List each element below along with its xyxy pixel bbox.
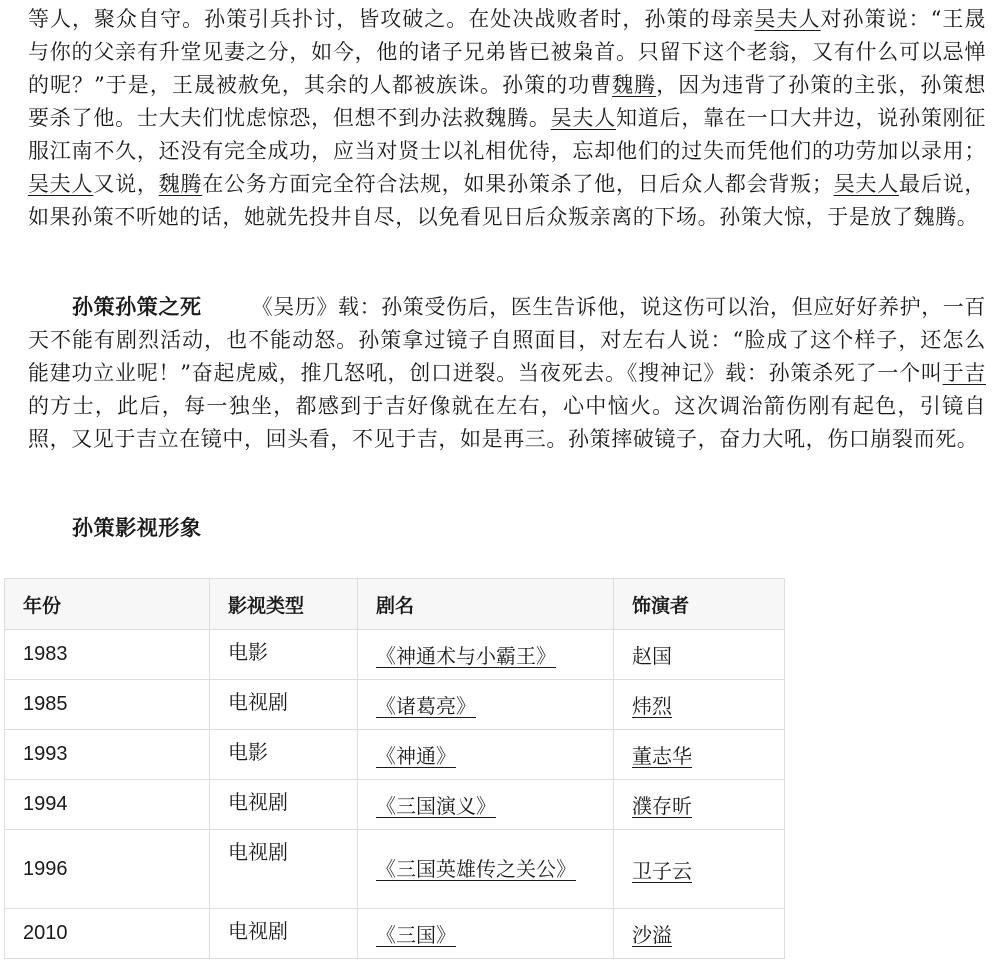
text-segment: 知道后，靠在一口大井边，说孙策刚征服江南不久，还没有完全成功，应当对贤士以礼相优待，忘却他们的过失而凭他们的功劳加以录用； (28, 106, 987, 163)
cell-actor (614, 780, 785, 830)
title-open: 《 (376, 923, 396, 947)
title-close: 》 (476, 794, 496, 818)
cell-title (358, 909, 614, 959)
table-header-row (5, 579, 785, 630)
cell-actor (614, 830, 785, 909)
title-open: 《 (376, 694, 396, 718)
title-link[interactable] (376, 923, 456, 947)
header-actor: 饰演者 (614, 579, 785, 630)
cell-year: 1993 (5, 730, 210, 780)
title-link[interactable] (376, 794, 496, 818)
cell-title (358, 630, 614, 680)
title-text: 神通术与小霸王 (396, 644, 536, 668)
title-close: 》 (436, 923, 456, 947)
title-open: 《 (376, 794, 396, 818)
table-row (5, 730, 785, 780)
title-close: 》 (456, 694, 476, 718)
cell-year: 1994 (5, 780, 210, 830)
cell-actor (614, 730, 785, 780)
subsection-title: 孙策孙策之死 (72, 294, 202, 319)
link-wei-teng[interactable]: 魏腾 (158, 172, 203, 196)
header-title: 剧名 (358, 579, 614, 630)
film-roles-table (4, 578, 785, 959)
table-row (5, 680, 785, 730)
actor-link[interactable]: 炜烈 (632, 694, 672, 718)
title-text: 三国英雄传之关公 (396, 857, 556, 881)
text-segment: 在公务方面完全符合法规，如果孙策杀了他，日后众人都会背叛； (202, 172, 834, 196)
cell-year: 2010 (5, 909, 210, 959)
title-link[interactable] (376, 744, 456, 768)
cell-year: 1985 (5, 680, 210, 730)
cell-title (358, 830, 614, 909)
cell-type: 电影 (210, 630, 358, 680)
table-row (5, 780, 785, 830)
text-segment: 等人，聚众自守。孙策引兵扑讨，皆攻破之。在处决战败者时，孙策的母亲 (28, 7, 755, 31)
title-close: 》 (556, 857, 576, 881)
title-link[interactable] (376, 857, 576, 881)
cell-title (358, 780, 614, 830)
header-year: 年份 (5, 579, 210, 630)
cell-type: 电视剧 (210, 780, 358, 830)
text-segment: 又说， (93, 172, 159, 196)
cell-type: 电视剧 (210, 680, 358, 730)
title-open: 《 (376, 744, 396, 768)
cell-title (358, 730, 614, 780)
text-segment: 《吴历》载：孙策受伤后，医生告诉他，说这伤可以治，但应好好养护，一百天不能有剧烈活动，也不能动怒。孙策拿过镜子自照面目，对左右人说：“脸成了这个样子，还怎么能建功立业呢！”奋起虎威，推几怒吼，创口迸裂。当夜死去。《搜神记》载：孙策杀死了一个叫 (28, 295, 987, 385)
section-heading: 孙策影视形象 (72, 515, 202, 540)
text-segment: 最后说，如果孙策不听她的话，她就先投井自尽，以免看见日后众叛亲离的下场。孙策大惊，于是放了魏腾。 (28, 172, 986, 229)
link-wu-furen[interactable]: 吴夫人 (28, 172, 94, 196)
actor-link[interactable]: 卫子云 (632, 858, 692, 883)
cell-type: 电视剧 (210, 830, 358, 909)
link-yu-ji[interactable]: 于吉 (942, 361, 986, 385)
text-segment: ，因为违背了孙策的主张，孙策想要杀了他。士大夫们忧虑惊恐，但想不到办法救魏腾。 (28, 73, 987, 130)
title-close: 》 (536, 644, 556, 668)
cell-title (358, 680, 614, 730)
paragraph-death (28, 290, 986, 456)
title-text: 神通 (396, 744, 436, 768)
table-row (5, 830, 785, 909)
title-open: 《 (376, 644, 396, 668)
actor-link[interactable]: 沙溢 (632, 923, 672, 947)
actor-link[interactable]: 董志华 (632, 744, 692, 768)
link-wei-teng[interactable]: 魏腾 (612, 73, 657, 97)
cell-type: 电视剧 (210, 909, 358, 959)
text-segment: 对孙策说：“王晟与你的父亲有升堂见妻之分，如今，他的诸子兄弟皆已被枭首。只留下这个老翁，又有什么可以忌惮的呢？”于是，王晟被赦免，其余的人都被族诛。孙策的功曹 (28, 7, 986, 97)
title-close: 》 (436, 744, 456, 768)
cell-actor (614, 680, 785, 730)
cell-year: 1996 (5, 830, 210, 909)
cell-actor (614, 909, 785, 959)
title-open: 《 (376, 857, 396, 881)
header-type: 影视类型 (210, 579, 358, 630)
link-wu-furen[interactable]: 吴夫人 (833, 172, 900, 196)
table-row (5, 909, 785, 959)
paragraph-wu-lady (28, 3, 986, 234)
table-row (5, 630, 785, 680)
title-text: 三国 (396, 923, 436, 947)
link-wu-furen[interactable]: 吴夫人 (754, 7, 821, 31)
cell-year: 1983 (5, 630, 210, 680)
title-link[interactable] (376, 644, 556, 668)
actor-link[interactable]: 濮存昕 (632, 794, 692, 818)
text-segment: 的方士，此后，每一独坐，都感到于吉好像就在左右，心中恼火。这次调治箭伤刚有起色，引镜自照，又见于吉立在镜中，回头看，不见于吉，如是再三。孙策摔破镜子，奋力大吼，伤口崩裂而死。 (28, 394, 986, 451)
title-text: 三国演义 (396, 794, 476, 818)
link-wu-furen[interactable]: 吴夫人 (550, 106, 616, 130)
cell-type: 电影 (210, 730, 358, 780)
title-link[interactable] (376, 694, 476, 718)
cell-actor: 赵国 (614, 630, 785, 680)
title-text: 诸葛亮 (396, 694, 456, 718)
